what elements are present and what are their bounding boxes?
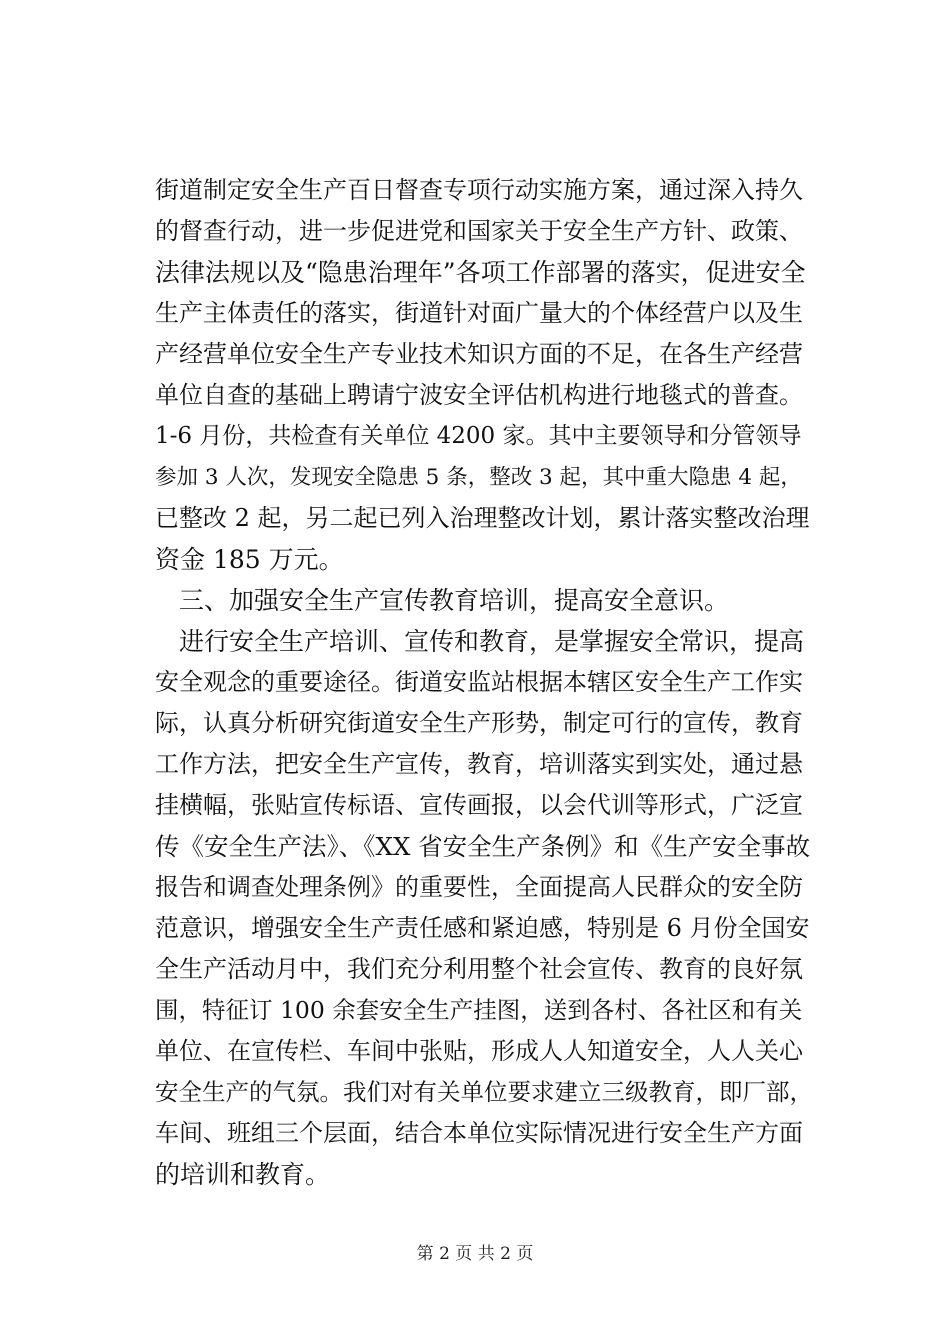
document-body — [155, 170, 815, 1195]
text-line: 际，认真分析研究街道安全生产形势，制定可行的宣传，教育 — [155, 709, 803, 737]
text-line: 全生产活动月中，我们充分利用整个社会宣传、教育的良好氛 — [155, 955, 803, 983]
text-line: 街道制定安全生产百日督查专项行动实施方案，通过深入持久 — [155, 176, 803, 204]
text-line: 参加 3 人次，发现安全隐患 5 条，整改 3 起，其中重大隐患 4 起， — [155, 465, 802, 490]
text-line: 工作方法，把安全生产宣传，教育，培训落实到实处，通过悬 — [155, 750, 803, 778]
text-line: 资金 185 万元。 — [155, 545, 344, 574]
text-line: 单位、在宣传栏、车间中张贴，形成人人知道安全，人人关心 — [155, 1037, 803, 1065]
text-line: 传《安全生产法》、《XX 省安全生产条例》和《生产安全事故 — [155, 832, 811, 861]
section-heading: 三、加强安全生产宣传教育培训，提高安全意识。 — [179, 586, 730, 615]
text-line: 安全观念的重要途径。街道安监站根据本辖区安全生产工作实 — [155, 668, 803, 696]
text-line: 产经营单位安全生产专业技术知识方面的不足，在各生产经营 — [155, 340, 803, 368]
text-line: 车间、班组三个层面，结合本单位实际情况进行安全生产方面 — [155, 1119, 803, 1147]
page-number-footer: 第 2 页 共 2 页 — [416, 1244, 534, 1264]
text-line: 已整改 2 起，另二起已列入治理整改计划，累计落实整改治理 — [155, 504, 810, 532]
text-line: 报告和调查处理条例》的重要性，全面提高人民群众的安全防 — [155, 873, 803, 901]
text-line: 的督查行动，进一步促进党和国家关于安全生产方针、政策、 — [155, 217, 803, 245]
text-line: 的培训和教育。 — [155, 1160, 331, 1189]
text-line: 范意识，增强安全生产责任感和紧迫感，特别是 6 月份全国安 — [155, 914, 810, 942]
text-line: 进行安全生产培训、宣传和教育，是掌握安全常识，提高 — [179, 627, 805, 656]
text-line: 围，特征订 100 余套安全生产挂图，送到各村、各社区和有关 — [155, 996, 803, 1024]
text-line: 法律法规以及“隐患治理年”各项工作部署的落实，促进安全 — [155, 258, 806, 287]
text-line: 挂横幅，张贴宣传标语、宣传画报，以会代训等形式，广泛宣 — [155, 791, 803, 819]
text-line: 单位自查的基础上聘请宁波安全评估机构进行地毯式的普查。 — [155, 381, 803, 409]
text-line: 生产主体责任的落实，街道针对面广量大的个体经营户以及生 — [155, 299, 803, 327]
text-line: 1-6 月份，共检查有关单位 4200 家。其中主要领导和分管领导 — [155, 423, 802, 449]
text-line: 安全生产的气氛。我们对有关单位要求建立三级教育，即厂部， — [155, 1078, 813, 1106]
